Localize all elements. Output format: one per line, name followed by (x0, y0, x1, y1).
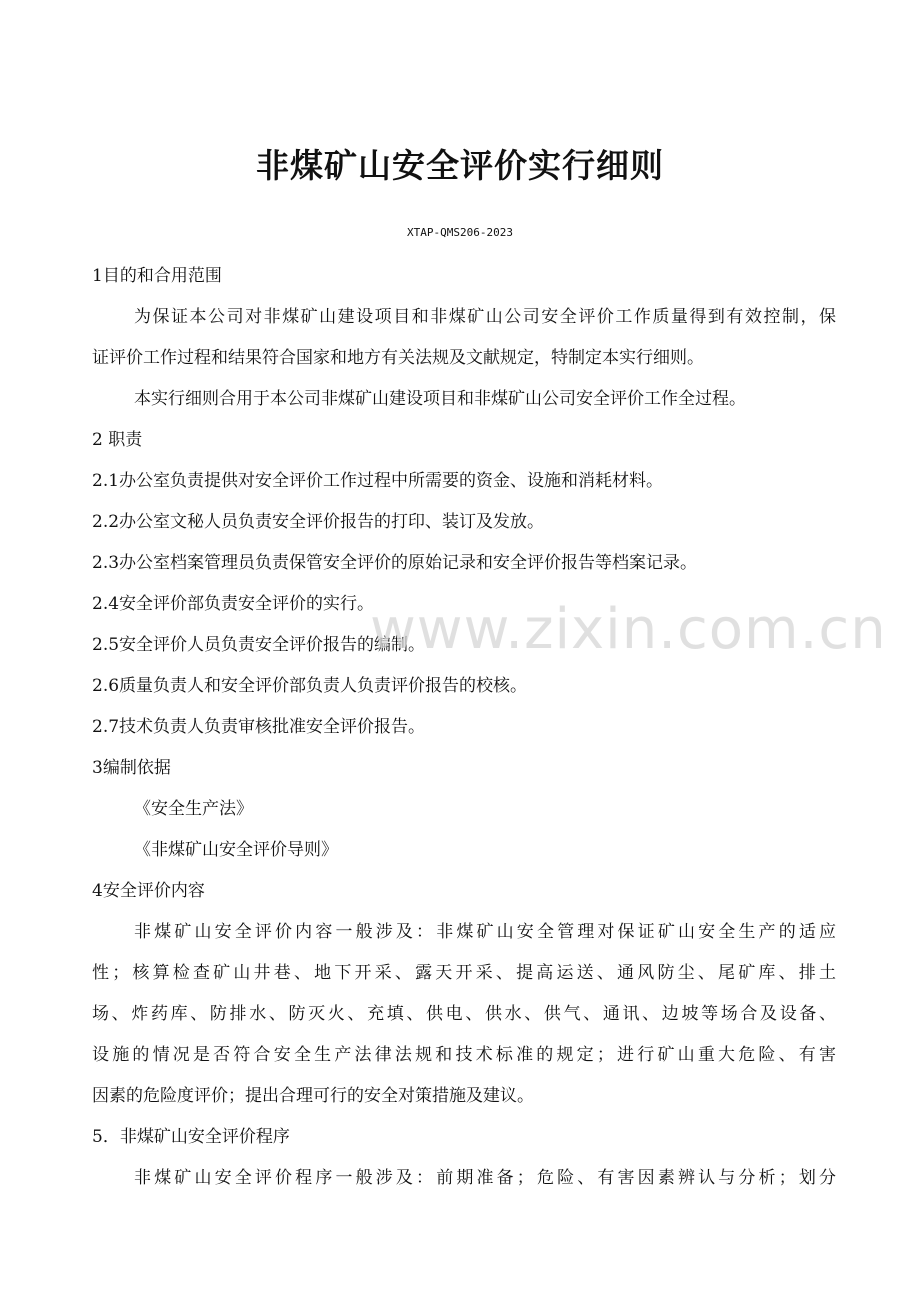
document-body (92, 256, 836, 1199)
list-item: 2.7技术负责人负责审核批准安全评价报告。 (92, 717, 426, 737)
section-heading: 5．非煤矿山安全评价程序 (92, 1127, 290, 1147)
paragraph-line: 性；核算检查矿山井巷、地下开采、露天开采、提高运送、通风防尘、尾矿库、排土 (92, 963, 836, 983)
paragraph-line: 为保证本公司对非煤矿山建设项目和非煤矿山公司安全评价工作质量得到有效控制，保 (134, 307, 836, 327)
list-item: 2.6质量负责人和安全评价部负责人负责评价报告的校核。 (92, 676, 528, 696)
list-item: 2.2办公室文秘人员负责安全评价报告的打印、装订及发放。 (92, 512, 545, 532)
paragraph-line: 设施的情况是否符合安全生产法律法规和技术标准的规定；进行矿山重大危险、有害 (92, 1045, 836, 1065)
list-item: 2.1办公室负责提供对安全评价工作过程中所需要的资金、设施和消耗材料。 (92, 471, 664, 491)
paragraph-line: 非煤矿山安全评价内容一般涉及：非煤矿山安全管理对保证矿山安全生产的适应 (134, 922, 836, 942)
section-heading: 2 职责 (92, 430, 143, 450)
list-item: 2.3办公室档案管理员负责保管安全评价的原始记录和安全评价报告等档案记录。 (92, 553, 698, 573)
reference-item: 《非煤矿山安全评价导则》 (134, 840, 338, 860)
reference-item: 《安全生产法》 (134, 799, 253, 819)
paragraph-line: 非煤矿山安全评价程序一般涉及：前期准备；危险、有害因素辨认与分析；划分 (134, 1168, 836, 1188)
watermark: www.zixin.com.cn (370, 597, 887, 662)
section-heading: 4安全评价内容 (92, 881, 205, 901)
document-code: XTAP-QMS206-2023 (407, 226, 513, 239)
paragraph-line: 本实行细则合用于本公司非煤矿山建设项目和非煤矿山公司安全评价工作全过程。 (134, 389, 746, 409)
paragraph-line: 场、炸药库、防排水、防灭火、充填、供电、供水、供气、通讯、边坡等场合及设备、 (92, 1004, 836, 1024)
document-title: 非煤矿山安全评价实行细则 (256, 146, 664, 185)
list-item: 2.4安全评价部负责安全评价的实行。 (92, 594, 375, 614)
section-heading: 1目的和合用范围 (92, 266, 222, 286)
paragraph-line: 证评价工作过程和结果符合国家和地方有关法规及文献规定，特制定本实行细则。 (92, 348, 704, 368)
list-item: 2.5安全评价人员负责安全评价报告的编制。 (92, 635, 426, 655)
paragraph-line: 因素的危险度评价；提出合理可行的安全对策措施及建议。 (92, 1086, 534, 1106)
section-heading: 3编制依据 (92, 758, 171, 778)
